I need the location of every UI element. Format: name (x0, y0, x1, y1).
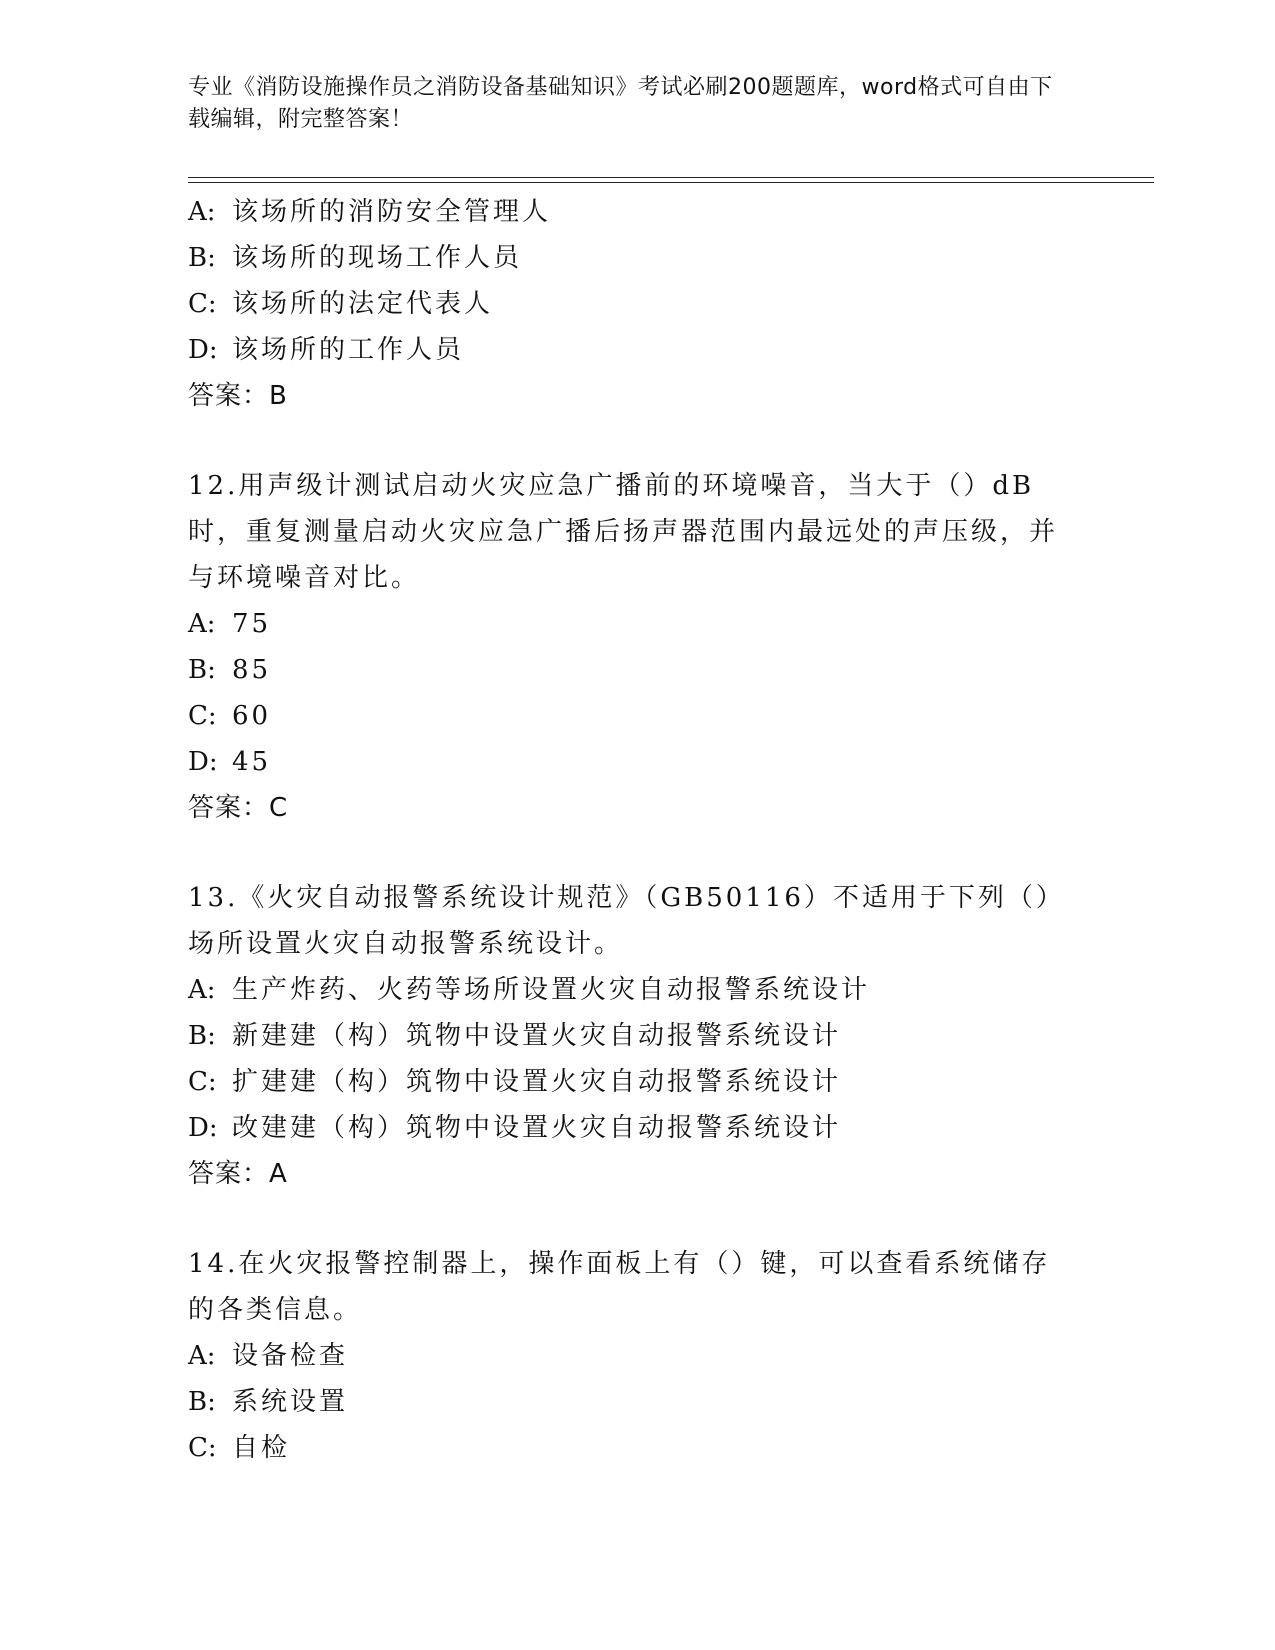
question-12 (188, 463, 1078, 831)
option-b: B: 该场所的现场工作人员 (188, 243, 523, 273)
option-a: A: 75 (188, 609, 272, 639)
answer: 答案：B (188, 381, 288, 411)
option-c: C: 该场所的法定代表人 (188, 289, 494, 319)
option-a: A: 设备检查 (188, 1341, 349, 1371)
question-stem: 13.《火灾自动报警系统设计规范》（GB50116）不适用于下列（）场所设置火灾自动报警系统设计。 (188, 883, 1065, 959)
answer: 答案：A (188, 1159, 288, 1189)
option-c: C: 自检 (188, 1433, 291, 1463)
option-b: B: 新建建（构）筑物中设置火灾自动报警系统设计 (188, 1021, 842, 1051)
document-header: 专业《消防设施操作员之消防设备基础知识》考试必刷200题题库，word格式可自由下载编辑，附完整答案！ (188, 75, 1053, 132)
option-a: A: 该场所的消防安全管理人 (188, 197, 552, 227)
option-d: D: 改建建（构）筑物中设置火灾自动报警系统设计 (188, 1113, 842, 1143)
header-rule-bottom (188, 182, 1154, 183)
option-d: D: 45 (188, 747, 272, 777)
option-b: B: 85 (188, 655, 272, 685)
header-rule-top (188, 177, 1154, 178)
question-14 (188, 1241, 1078, 1471)
option-d: D: 该场所的工作人员 (188, 335, 465, 365)
question-11 (188, 189, 1078, 419)
option-c: C: 60 (188, 701, 272, 731)
question-list (188, 189, 1078, 1471)
answer: 答案：C (188, 793, 289, 823)
option-a: A: 生产炸药、火药等场所设置火灾自动报警系统设计 (188, 975, 871, 1005)
question-stem: 14.在火灾报警控制器上，操作面板上有（）键，可以查看系统储存的各类信息。 (188, 1249, 1051, 1325)
question-stem: 12.用声级计测试启动火灾应急广播前的环境噪音，当大于（）dB时，重复测量启动火灾应急广播后扬声器范围内最远处的声压级，并与环境噪音对比。 (188, 471, 1059, 593)
option-b: B: 系统设置 (188, 1387, 349, 1417)
option-c: C: 扩建建（构）筑物中设置火灾自动报警系统设计 (188, 1067, 842, 1097)
question-13 (188, 875, 1078, 1197)
